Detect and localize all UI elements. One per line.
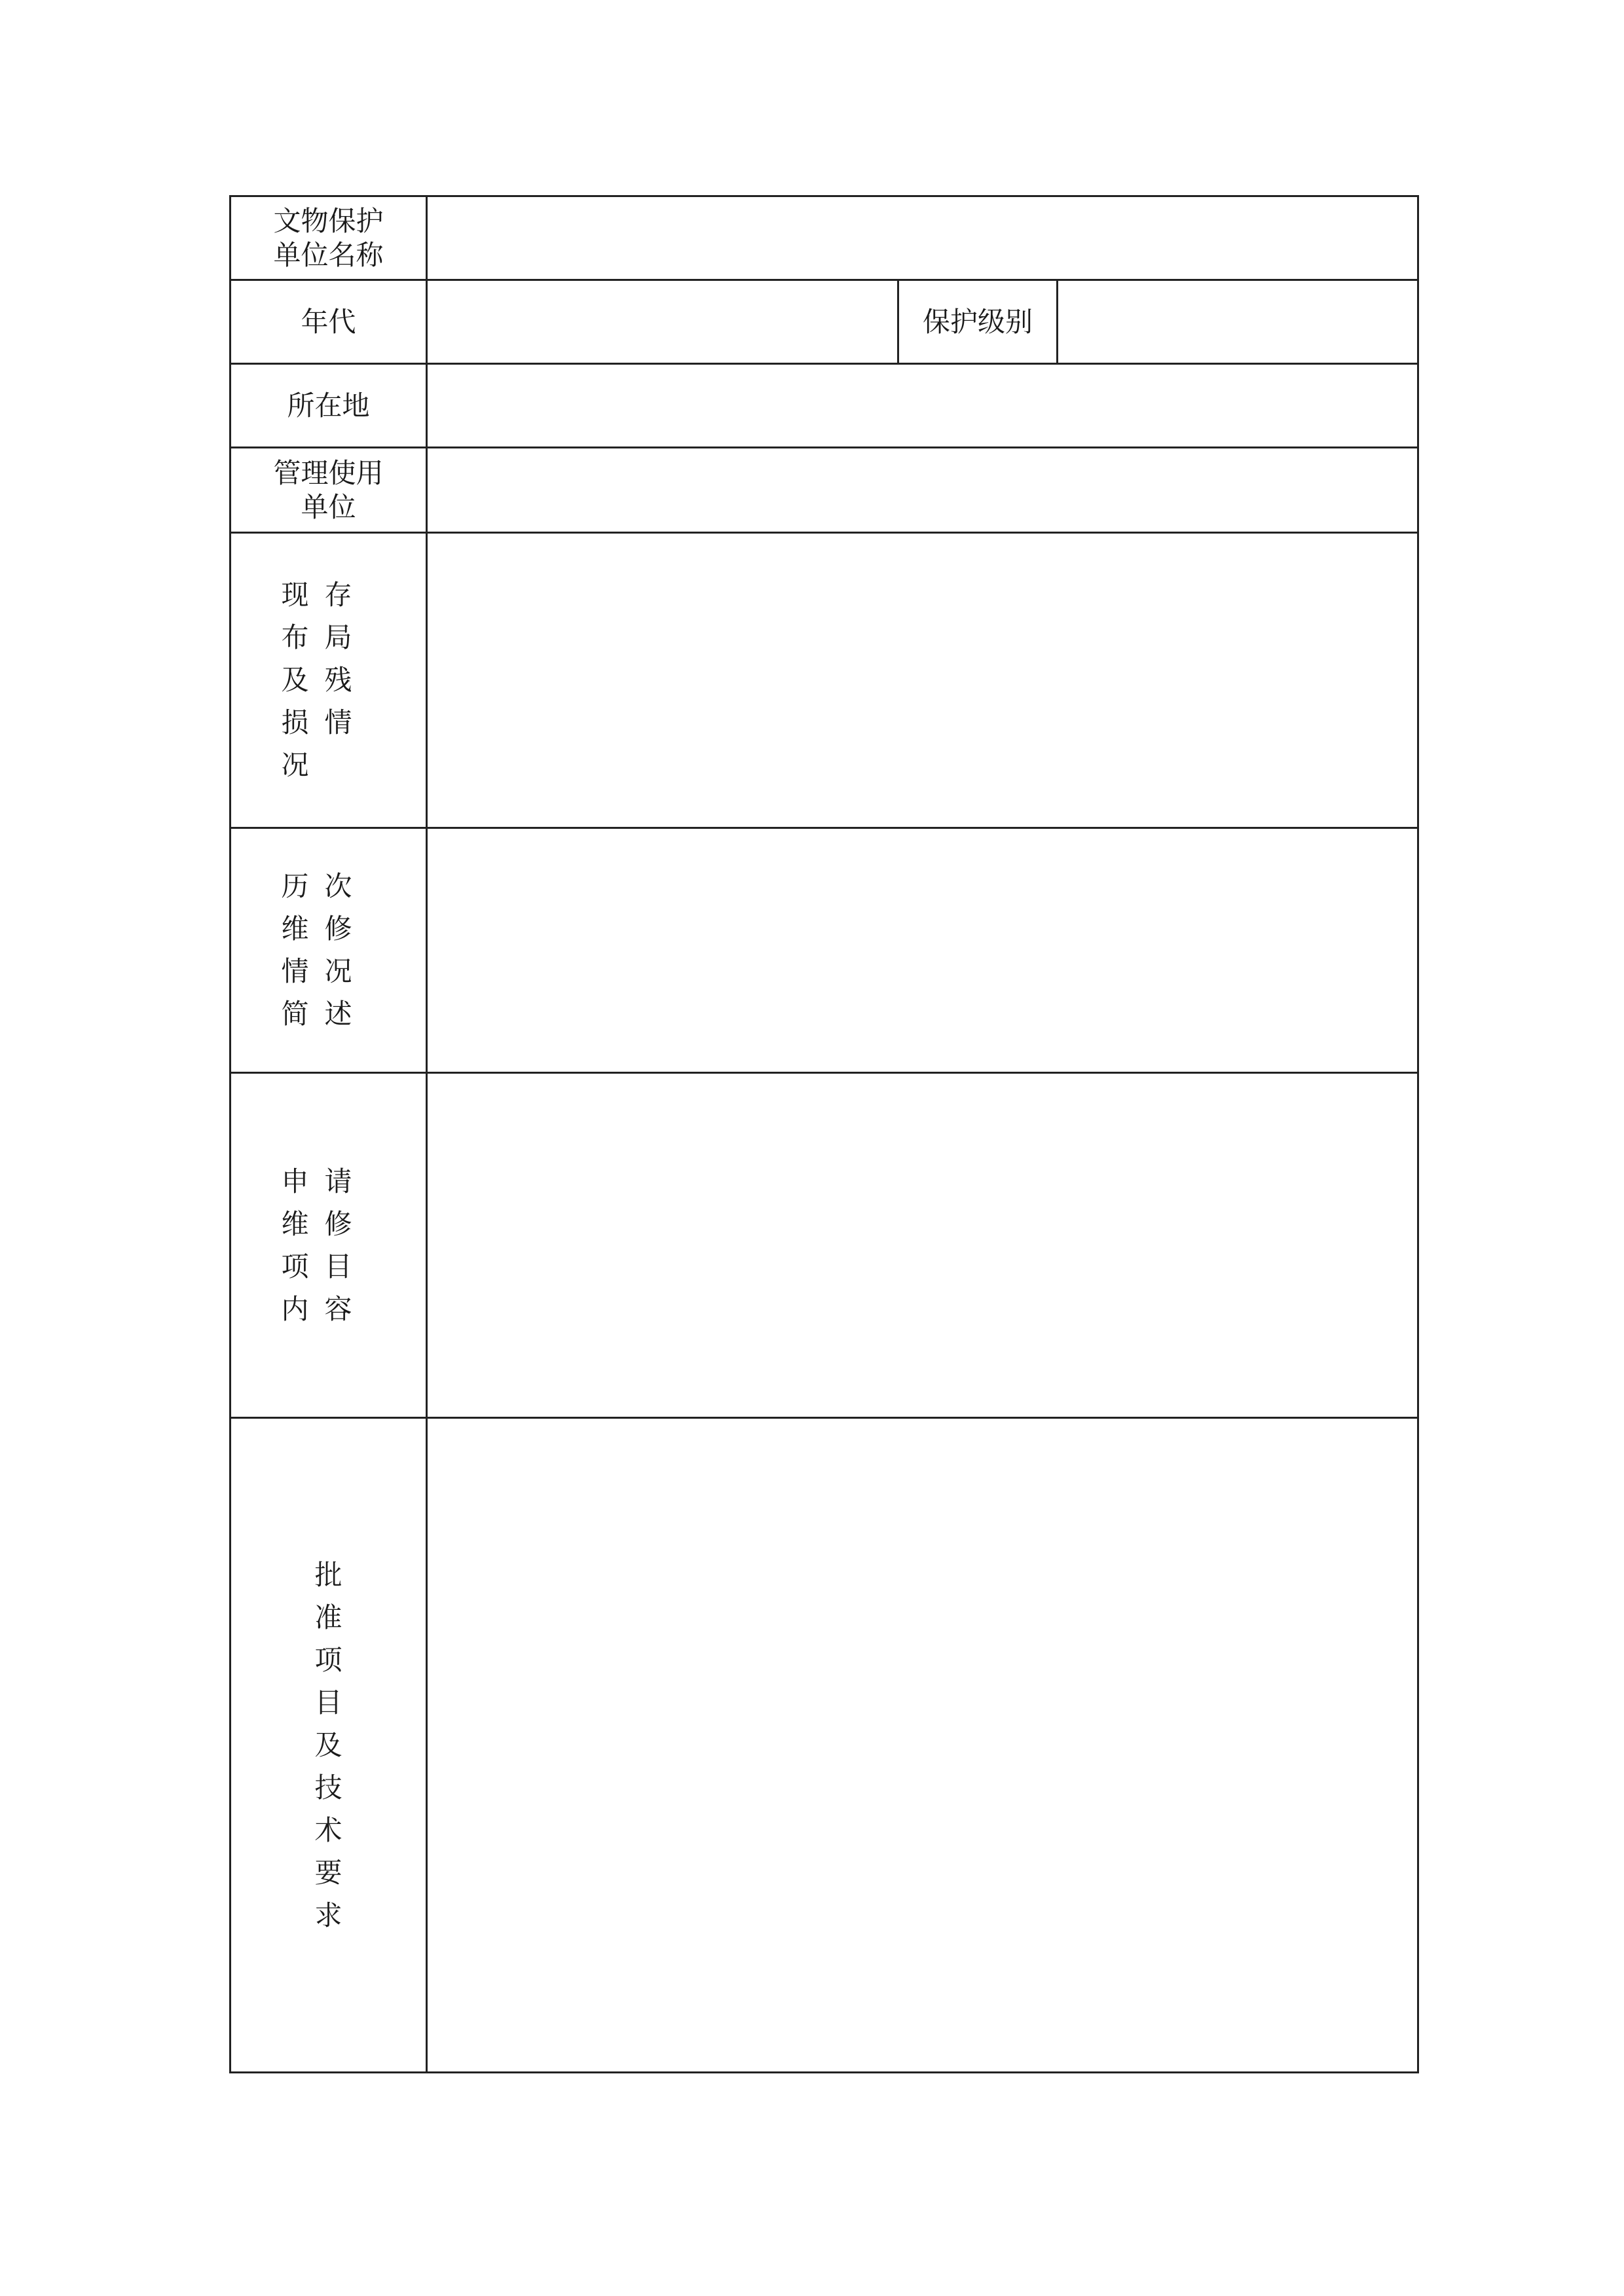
row-repair-application	[231, 1073, 1418, 1418]
approved-items-char: 项	[314, 1643, 342, 1676]
repair-application-label	[231, 1073, 427, 1418]
current-status-label-grid	[282, 578, 368, 782]
location-label: 所在地	[231, 364, 427, 448]
approved-items-char: 技	[314, 1771, 342, 1804]
approved-items-char: 准	[314, 1601, 342, 1633]
approved-items-char: 及	[314, 1728, 342, 1761]
repair-history-char: 简	[281, 998, 309, 1030]
management-unit-field[interactable]	[427, 448, 1418, 533]
repair-application-char: 修	[324, 1207, 352, 1240]
unit-name-label-line-1: 文物保护	[273, 204, 384, 237]
repair-application-char: 容	[324, 1292, 352, 1325]
unit-name-field[interactable]	[427, 196, 1418, 280]
current-status-char: 情	[324, 706, 352, 738]
era-label: 年代	[231, 280, 427, 364]
repair-history-char: 维	[281, 913, 309, 945]
current-status-char: 及	[281, 664, 309, 696]
current-status-label	[231, 533, 427, 828]
approved-items-char: 求	[314, 1899, 342, 1931]
row-approved-items	[231, 1418, 1418, 2073]
repair-application-char: 内	[281, 1292, 309, 1325]
repair-history-char: 次	[324, 870, 352, 902]
approved-items-label-column	[307, 1558, 350, 1933]
row-location	[231, 364, 1418, 448]
row-unit-name	[231, 196, 1418, 280]
current-status-field[interactable]	[427, 533, 1418, 828]
unit-name-label	[231, 196, 427, 280]
repair-application-char: 维	[281, 1207, 309, 1240]
repair-history-field[interactable]	[427, 828, 1418, 1073]
current-status-char	[325, 748, 368, 782]
repair-application-char: 目	[324, 1250, 352, 1283]
management-unit-label	[231, 448, 427, 533]
row-repair-history	[231, 828, 1418, 1073]
heritage-repair-form-table	[229, 195, 1419, 2073]
approved-items-char: 批	[314, 1558, 342, 1591]
repair-history-char: 历	[281, 870, 309, 902]
current-status-char: 存	[324, 579, 352, 611]
management-unit-label-line-1: 管理使用	[273, 456, 384, 489]
repair-history-label-grid	[282, 869, 368, 1031]
current-status-char: 残	[324, 664, 352, 696]
current-status-char: 现	[281, 579, 309, 611]
unit-name-label-line-2: 单位名称	[273, 238, 384, 271]
row-era	[231, 280, 1418, 364]
current-status-char: 损	[281, 706, 309, 738]
era-field[interactable]	[427, 280, 898, 364]
management-unit-label-line-2: 单位	[301, 490, 356, 523]
approved-items-char: 目	[314, 1686, 342, 1719]
repair-application-field[interactable]	[427, 1073, 1418, 1418]
approved-items-char: 术	[314, 1813, 342, 1846]
row-management-unit	[231, 448, 1418, 533]
repair-application-char: 项	[281, 1250, 309, 1283]
repair-application-char: 申	[281, 1165, 309, 1197]
protection-level-field[interactable]	[1058, 280, 1418, 364]
approved-items-char: 要	[314, 1856, 342, 1889]
approved-items-field[interactable]	[427, 1418, 1418, 2073]
current-status-char: 布	[281, 621, 309, 653]
row-current-status	[231, 533, 1418, 828]
repair-application-char: 请	[324, 1165, 352, 1197]
protection-level-label: 保护级别	[898, 280, 1058, 364]
repair-history-char: 情	[281, 955, 309, 987]
current-status-char: 况	[281, 749, 309, 781]
current-status-char: 局	[324, 621, 352, 653]
repair-history-char: 况	[324, 955, 352, 987]
repair-history-label	[231, 828, 427, 1073]
approved-items-label	[231, 1418, 427, 2073]
repair-application-label-grid	[282, 1165, 368, 1326]
location-field[interactable]	[427, 364, 1418, 448]
repair-history-char: 修	[324, 913, 352, 945]
repair-history-char: 述	[324, 998, 352, 1030]
